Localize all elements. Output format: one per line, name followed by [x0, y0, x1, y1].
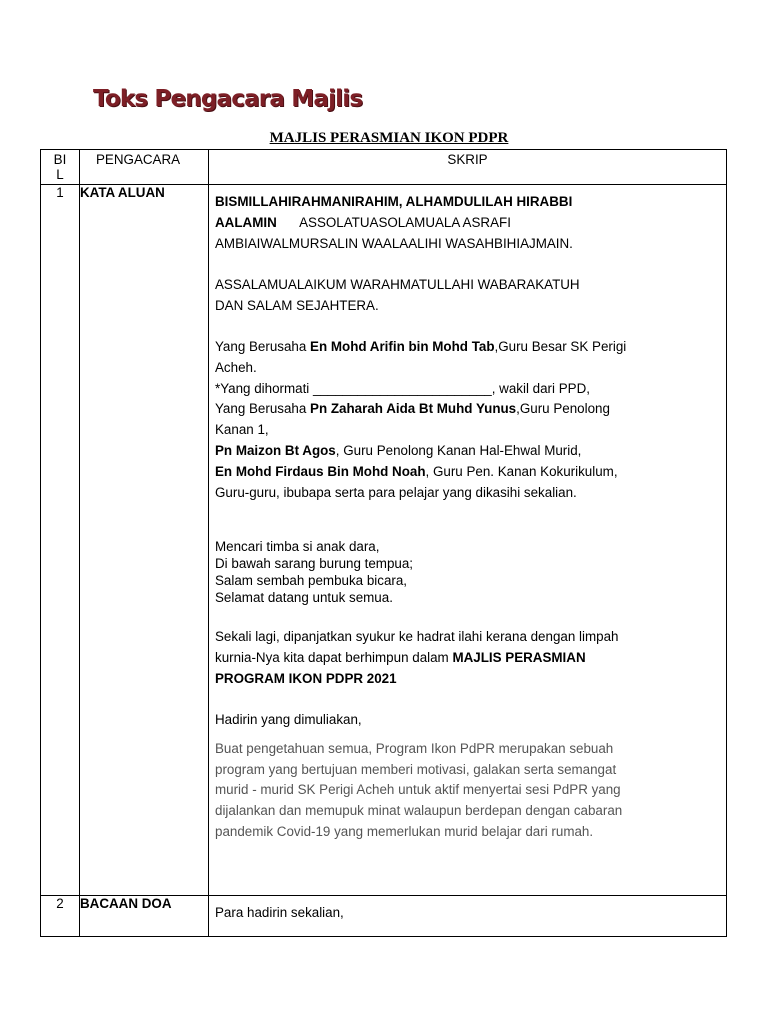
- row-script: [209, 896, 727, 937]
- row-role: KATA ALUAN: [80, 185, 209, 896]
- row-role: BACAAN DOA: [80, 896, 209, 937]
- script-table: [40, 149, 727, 937]
- script-line: [215, 192, 718, 213]
- event-name: MAJLIS PERASMIAN: [452, 649, 586, 665]
- guest-line: [215, 399, 718, 420]
- pantun-line: Mencari timba si anak dara,: [215, 539, 380, 555]
- script-line: AMBIAIWALMURSALIN WAALAALIHI WASAHBIHIAJMAIN.: [215, 235, 573, 251]
- guest-name: En Mohd Arifin bin Mohd Tab: [310, 338, 495, 354]
- pantun-line: Salam sembah pembuka bicara,: [215, 572, 408, 588]
- guest-prefix: Yang Berusaha: [215, 401, 311, 417]
- header-pengacara-label: PENGACARA: [96, 152, 181, 167]
- opening-text: ASSOLATUASOLAMUALA ASRAFI: [299, 214, 511, 230]
- guest-name: En Mohd Firdaus Bin Mohd Noah: [215, 463, 426, 479]
- pantun-line: Di bawah sarang burung tempua;: [215, 556, 414, 572]
- main-heading-text: MAJLIS PERASMIAN IKON PDPR: [269, 130, 509, 146]
- row-number: 2: [41, 896, 80, 937]
- main-heading: [0, 130, 768, 147]
- guest-title: , Guru Penolong Kanan Hal-Ehwal Murid,: [335, 442, 582, 458]
- info-paragraph: [215, 739, 718, 843]
- script-line: Para hadirin sekalian,: [215, 905, 344, 920]
- guest-line: [215, 462, 718, 483]
- guest-line: Kanan 1,: [215, 422, 269, 438]
- script-line: ASSALAMUALAIKUM WARAHMATULLAHI WABARAKATUH: [215, 276, 580, 292]
- header-pengacara: [80, 150, 209, 185]
- info-line: pandemik Covid-19 yang memerlukan murid belajar dari rumah.: [215, 823, 594, 839]
- guest-title: , Guru Pen. Kanan Kokurikulum,: [425, 463, 618, 479]
- event-name: PROGRAM IKON PDPR 2021: [215, 670, 397, 686]
- row-number: 1: [41, 185, 80, 896]
- script-line: Sekali lagi, dipanjatkan syukur ke hadrat ilahi kerana dengan limpah: [215, 629, 619, 645]
- table-row: [41, 185, 727, 896]
- pantun: [215, 539, 718, 606]
- script-line: [215, 213, 718, 234]
- header-bil-line2: L: [56, 167, 64, 182]
- guest-line: [215, 337, 718, 358]
- guest-line: Acheh.: [215, 359, 257, 375]
- header-skrip: [209, 150, 727, 185]
- row-script: [209, 185, 727, 896]
- table-header-row: [41, 150, 727, 185]
- guest-line: Guru-guru, ibubapa serta para pelajar yang dikasihi sekalian.: [215, 484, 577, 500]
- table-row: [41, 896, 727, 937]
- info-line: program yang bertujuan memberi motivasi, galakan serta semangat: [215, 761, 617, 777]
- info-line: Buat pengetahuan semua, Program Ikon PdPR merupakan sebuah: [215, 740, 614, 756]
- header-skrip-label: SKRIP: [447, 152, 488, 167]
- guest-title: ,Guru Besar SK Perigi: [494, 338, 627, 354]
- pantun-line: Selamat datang untuk semua.: [215, 589, 393, 605]
- info-line: murid - murid SK Perigi Acheh untuk aktif menyertai sesi PdPR yang: [215, 782, 621, 798]
- opening-bold: AALAMIN: [215, 214, 277, 230]
- guest-title: ,Guru Penolong: [516, 401, 610, 417]
- guest-name: Pn Maizon Bt Agos: [215, 442, 336, 458]
- script-line: [215, 648, 718, 669]
- guest-prefix: Yang Berusaha: [215, 338, 311, 354]
- script-line: [215, 669, 718, 690]
- script-line: Hadirin yang dimuliakan,: [215, 711, 362, 727]
- header-bil: [41, 150, 80, 185]
- opening-bold: BISMILLAHIRAHMANIRAHIM, ALHAMDULILAH HIRABBI: [215, 194, 573, 209]
- guest-line: [215, 441, 718, 462]
- guest-line: *Yang dihormati ________________________, wakil dari PPD,: [215, 380, 590, 396]
- header-bil-line1: BI: [53, 152, 67, 167]
- info-line: dijalankan dan memupuk minat walaupun berdepan dengan cabaran: [215, 803, 623, 819]
- syukur-text: kurnia-Nya kita dapat berhimpun dalam: [215, 649, 453, 665]
- guest-name: Pn Zaharah Aida Bt Muhd Yunus: [310, 401, 517, 417]
- script-line: DAN SALAM SEJAHTERA.: [215, 297, 379, 313]
- document-title: Toks Pengacara Majlis: [93, 86, 363, 112]
